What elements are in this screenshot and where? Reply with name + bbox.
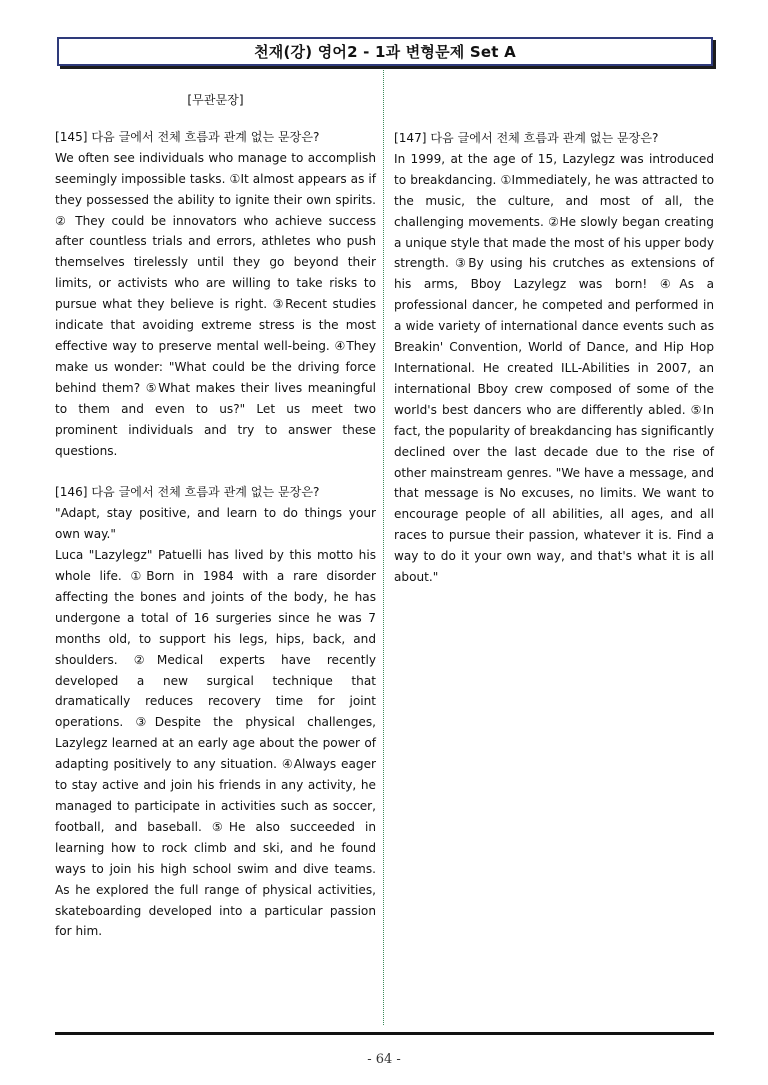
question-147-passage: In 1999, at the age of 15, Lazylegz was introduced to breakdancing. ①Immediately, he was attracted to the music, the culture, and most of all, the challenging movements. ②He slowly began creating a unique style that made the most of his upper body strength. ③By using his crutches as extensions of his arms, Bboy Lazylegz was born! ④As a professional dancer, he competed and performed in a wide variety of international dance events such as Breakin' Convention, World of Dance, and Hip Hop International. He created ILL-Abilities in 2007, an international Bboy crew composed of some of the world's best dancers who are differently abled. ⑤In fact, the popularity of breakdancing has significantly declined over the last decade due to the rise of other mainstream genres. "We have a message, and that message is No excuses, no limits. We want to encourage people of all abilities, all ages, and all races to pursue their passion, whatever it is. Find a way to do it your own way, and that's what it is all about." [394, 151, 714, 585]
question-145 [55, 127, 376, 462]
question-146-motto: "Adapt, stay positive, and learn to do things your own way." [55, 506, 376, 542]
left-column [55, 90, 376, 942]
page-number: - 64 - [367, 1052, 401, 1067]
right-column [394, 90, 714, 588]
footer-rule [55, 1032, 714, 1035]
question-145-passage: We often see individuals who manage to accomplish seemingly impossible tasks. ①It almost appears as if they possessed the ability to ignite their own spirits. ② They could be innovators who achieve success after countless trials and errors, athletes who push themselves tirelessly until they go beyond their limits, or activists who are willing to take risks to pursue what they believe is right. ③Recent studies indicate that avoiding extreme stress is the most effective way to preserve mental well-being. ④They make us wonder: "What could be the driving force behind them? ⑤What makes their lives meaningful to them and even to us?" Let us meet two prominent individuals and try to answer these questions. [55, 150, 376, 458]
question-147 [394, 128, 714, 588]
section-label: [무관문장] [187, 93, 244, 107]
question-146-passage: Luca "Lazylegz" Patuelli has lived by this motto his whole life. ①Born in 1984 with a rare disorder affecting the bones and joints of the body, he has undergone a total of 16 surgeries since he was 7 months old, to support his legs, hips, back, and shoulders. ②Medical experts have recently developed a new surgical technique that dramatically reduces recovery time for joint operations. ③Despite the physical challenges, Lazylegz learned at an early age about the power of adapting positively to any situation. ④Always eager to stay active and join his friends in any activity, he managed to participate in activities such as soccer, football, and baseball. ⑤He also succeeded in learning how to rock climb and ski, and he found ways to join his high school swim and dive teams. As he explored the full range of physical activities, skateboarding developed into a particular passion for him. [55, 548, 376, 939]
column-divider [383, 70, 384, 1025]
question-146-heading: [146] 다음 글에서 전체 흐름과 관계 없는 문장은? [55, 485, 320, 500]
page-title-text: 천재(강) 영어2 - 1과 변형문제 Set A [254, 43, 516, 61]
question-146 [55, 482, 376, 942]
question-147-heading: [147] 다음 글에서 전체 흐름과 관계 없는 문장은? [394, 131, 659, 145]
question-145-heading: [145] 다음 글에서 전체 흐름과 관계 없는 문장은? [55, 129, 320, 144]
page-title [57, 37, 713, 66]
